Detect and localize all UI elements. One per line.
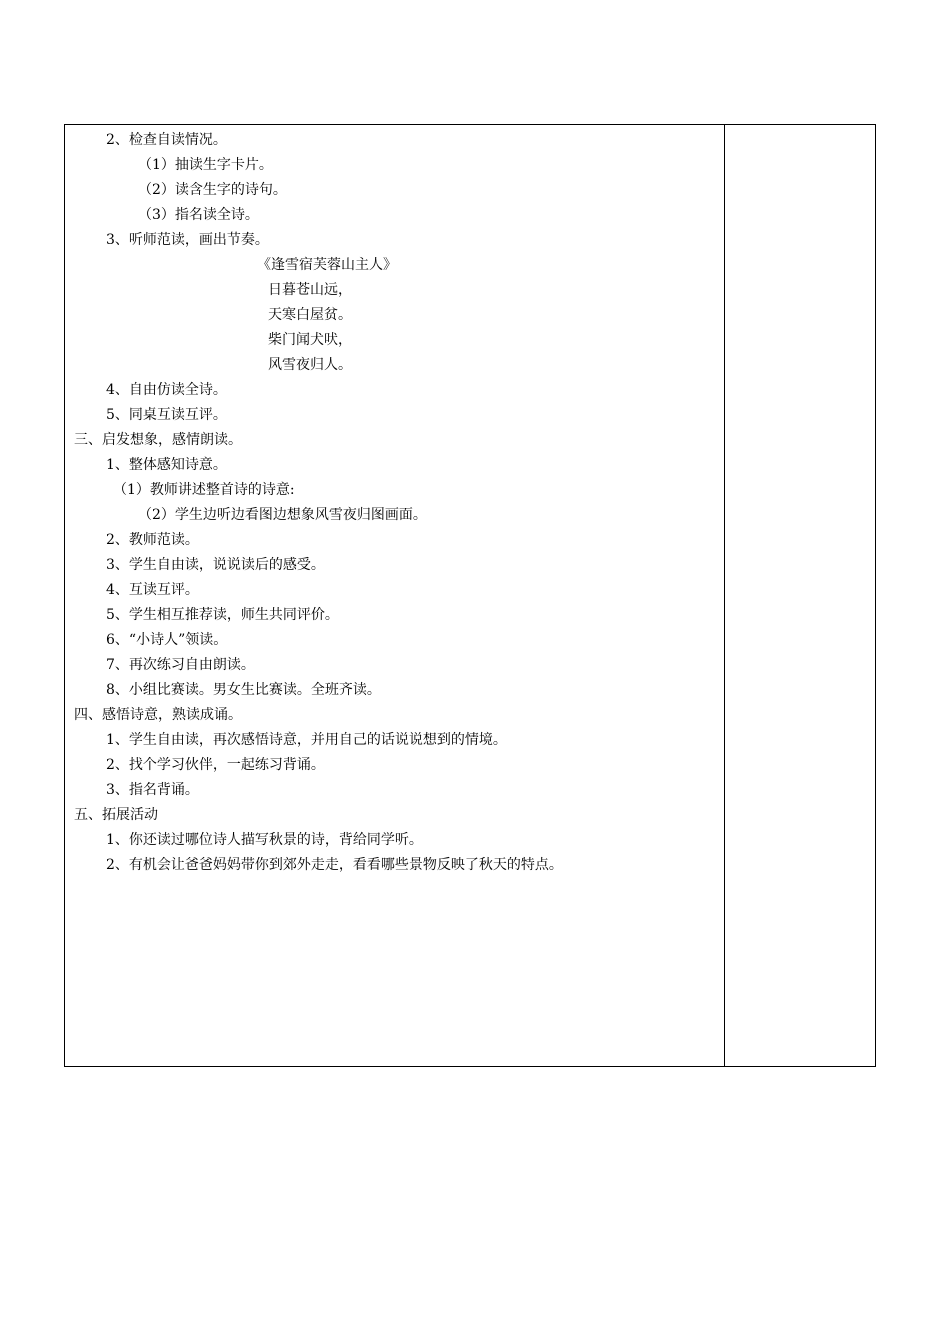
text-line: （1）教师讲述整首诗的诗意: (113, 482, 295, 498)
lesson-plan-table (64, 124, 876, 1067)
text-line: 柴门闻犬吠， (268, 332, 352, 348)
notes-cell (725, 125, 875, 1066)
text-line: （3）指名读全诗。 (138, 207, 259, 223)
text-line: 2、检查自读情况。 (106, 132, 227, 148)
text-line: 4、自由仿读全诗。 (106, 382, 227, 398)
text-line: 4、互读互评。 (106, 582, 199, 598)
text-line: 1、你还读过哪位诗人描写秋景的诗，背给同学听。 (106, 832, 423, 848)
text-line: 天寒白屋贫。 (268, 307, 352, 323)
text-line: （1）抽读生字卡片。 (138, 157, 273, 173)
text-line: 3、听师范读，画出节奏。 (106, 232, 269, 248)
text-line: 7、再次练习自由朗读。 (106, 657, 255, 673)
text-line: 8、小组比赛读。男女生比赛读。全班齐读。 (106, 682, 381, 698)
text-line: （2）读含生字的诗句。 (138, 182, 287, 198)
text-line: （2）学生边听边看图边想象风雪夜归图画面。 (138, 507, 427, 523)
text-line: 1、整体感知诗意。 (106, 457, 227, 473)
text-line: 3、指名背诵。 (106, 782, 199, 798)
text-line: 《逢雪宿芙蓉山主人》 (257, 257, 397, 273)
text-line: 2、找个学习伙伴，一起练习背诵。 (106, 757, 325, 773)
text-line: 6、“小诗人”领读。 (106, 632, 228, 648)
text-line: 五、拓展活动 (74, 807, 158, 823)
text-line: 1、学生自由读，再次感悟诗意，并用自己的话说说想到的情境。 (106, 732, 507, 748)
lesson-content-cell (65, 125, 724, 1066)
text-line: 3、学生自由读，说说读后的感受。 (106, 557, 325, 573)
text-line: 5、同桌互读互评。 (106, 407, 227, 423)
text-line: 三、启发想象，感情朗读。 (74, 432, 242, 448)
text-line: 2、教师范读。 (106, 532, 199, 548)
text-line: 风雪夜归人。 (268, 357, 352, 373)
text-line: 2、有机会让爸爸妈妈带你到郊外走走，看看哪些景物反映了秋天的特点。 (106, 857, 563, 873)
text-line: 5、学生相互推荐读，师生共同评价。 (106, 607, 339, 623)
text-line: 日暮苍山远， (268, 282, 352, 298)
text-line: 四、感悟诗意，熟读成诵。 (74, 707, 242, 723)
